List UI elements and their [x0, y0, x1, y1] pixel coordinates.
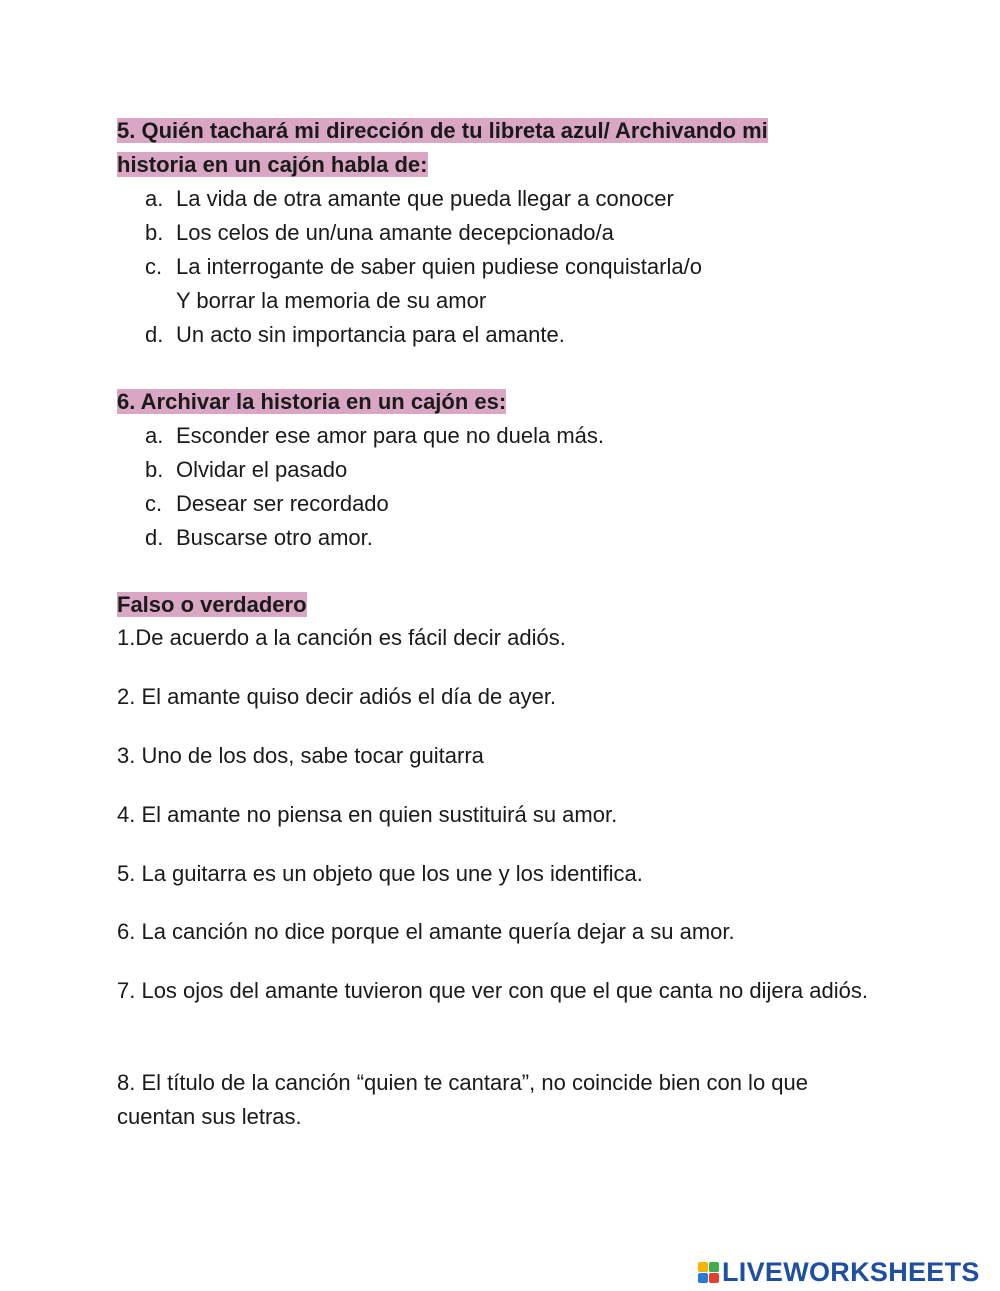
question-6 — [117, 385, 877, 555]
question-5-option-b[interactable] — [117, 216, 877, 250]
option-text: La vida de otra amante que pueda llegar a conocer — [176, 186, 674, 211]
question-5-title — [117, 114, 877, 182]
question-5-option-d[interactable] — [117, 318, 877, 352]
option-text-line2: Y borrar la memoria de su amor — [176, 288, 487, 313]
option-text: La interrogante de saber quien pudiese conquistarla/o — [176, 254, 702, 279]
question-6-option-b[interactable] — [117, 453, 877, 487]
option-letter: c. — [145, 254, 163, 279]
statement-2: 2. El amante quiso decir adiós el día de ayer. — [117, 684, 557, 709]
option-text: Esconder ese amor para que no duela más. — [176, 423, 605, 448]
true-false-heading — [117, 588, 877, 622]
question-5-option-a[interactable] — [117, 182, 877, 216]
option-text: Un acto sin importancia para el amante. — [176, 322, 565, 347]
option-letter: d. — [145, 322, 164, 347]
statement-7: 7. Los ojos del amante tuvieron que ver con que el que canta no dijera adiós. — [117, 978, 868, 1003]
question-6-option-c[interactable] — [117, 487, 877, 521]
true-false-title: Falso o verdadero — [117, 592, 307, 617]
option-text: Olvidar el pasado — [176, 457, 348, 482]
question-6-option-a[interactable] — [117, 419, 877, 453]
option-text: Los celos de un/una amante decepcionado/a — [176, 220, 614, 245]
option-letter: b. — [145, 457, 164, 482]
statement-5: 5. La guitarra es un objeto que los une y los identifica. — [117, 861, 643, 886]
statement-8: 8. El título de la canción “quien te cantara”, no coincide bien con lo que cuentan sus letras. — [117, 1070, 809, 1129]
question-5 — [117, 114, 877, 352]
question-5-title-line1: 5. Quién tachará mi dirección de tu libreta azul/ Archivando mi — [117, 118, 768, 143]
statement-3: 3. Uno de los dos, sabe tocar guitarra — [117, 743, 484, 768]
logo-square — [709, 1262, 719, 1272]
option-letter: b. — [145, 220, 164, 245]
option-letter: d. — [145, 525, 164, 550]
statement-4: 4. El amante no piensa en quien sustituirá su amor. — [117, 802, 618, 827]
logo-square — [698, 1273, 708, 1283]
option-text: Buscarse otro amor. — [176, 525, 373, 550]
option-text: Desear ser recordado — [176, 491, 389, 516]
statement-6: 6. La canción no dice porque el amante quería dejar a su amor. — [117, 919, 735, 944]
question-6-title — [117, 385, 877, 419]
logo-square — [709, 1273, 719, 1283]
question-5-option-c[interactable] — [117, 250, 877, 318]
logo-square — [698, 1262, 708, 1272]
question-6-title-text: 6. Archivar la historia en un cajón es: — [117, 389, 507, 414]
liveworksheets-logo-icon — [698, 1262, 719, 1283]
statement-1: 1.De acuerdo a la canción es fácil decir adiós. — [117, 625, 566, 650]
option-letter: a. — [145, 186, 164, 211]
question-5-title-line2: historia en un cajón habla de: — [117, 152, 428, 177]
liveworksheets-logo-text: LIVEWORKSHEETS — [722, 1256, 980, 1287]
question-6-option-d[interactable] — [117, 521, 877, 555]
liveworksheets-logo — [698, 1257, 980, 1287]
option-letter: a. — [145, 423, 164, 448]
option-letter: c. — [145, 491, 163, 516]
